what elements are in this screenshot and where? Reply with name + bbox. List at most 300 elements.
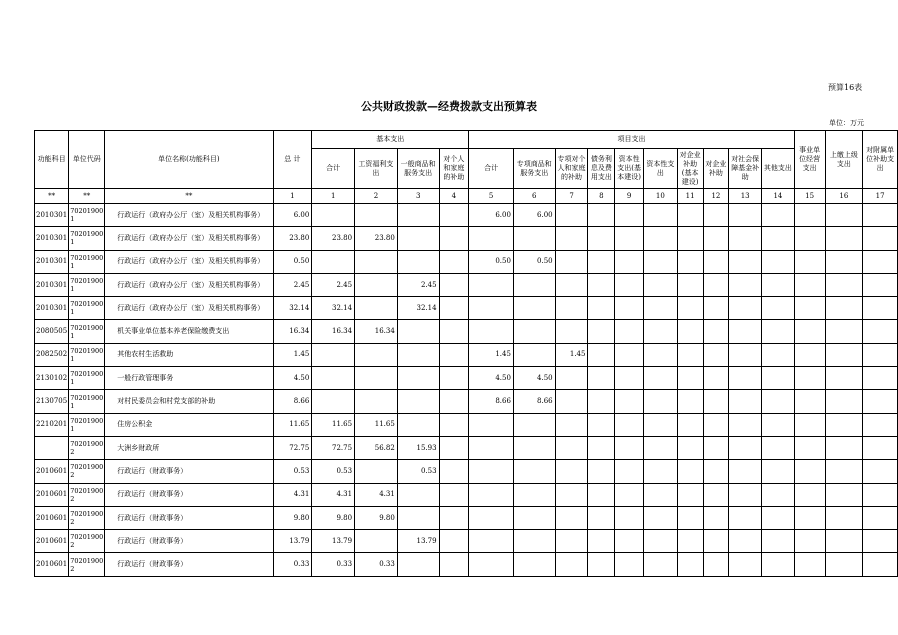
special-individuals-cell [555,320,588,343]
unit-code-main: 70201900 [70,230,104,239]
empty-cell [762,390,795,413]
empty-cell [588,390,615,413]
wages-cell [355,297,398,320]
wages-cell [355,460,398,483]
empty-cell [762,204,795,227]
to-individuals-cell [439,204,469,227]
empty-cell [677,250,703,273]
empty-cell [794,343,825,366]
wages-cell: 56.82 [355,436,398,459]
table-row [35,273,898,296]
empty-cell [703,553,729,576]
empty-cell [762,367,795,390]
project-total-cell [469,436,514,459]
empty-cell [615,343,644,366]
unit-code-main: 70201900 [70,300,104,309]
func-subject-cell: 2010601 [35,530,69,553]
empty-cell [615,530,644,553]
unit-code-cell [69,436,105,459]
empty-cell [825,227,863,250]
table-row [35,227,898,250]
unit-code-suffix: 2 [70,564,75,573]
to-individuals-cell [439,250,469,273]
empty-cell [863,227,898,250]
unit-code-main: 70201900 [70,207,104,216]
basic-total-cell: 11.65 [312,413,355,436]
empty-cell [588,436,615,459]
wages-cell [355,273,398,296]
project-total-cell [469,460,514,483]
marker-cell: 2 [355,189,398,204]
empty-cell [729,297,762,320]
project-total-cell [469,483,514,506]
table-row [35,250,898,273]
special-goods-cell [513,413,555,436]
empty-cell [703,320,729,343]
marker-cell: ** [105,189,273,204]
unit-code-main: 70201900 [70,253,104,262]
project-total-cell [469,530,514,553]
empty-cell [762,506,795,529]
basic-total-cell: 2.45 [312,273,355,296]
basic-total-cell: 4.31 [312,483,355,506]
special-individuals-cell [555,483,588,506]
total-cell: 9.80 [273,506,312,529]
marker-cell: 13 [729,189,762,204]
header-unit-name: 单位名称(功能科目) [105,131,273,189]
basic-total-cell: 9.80 [312,506,355,529]
to-individuals-cell [439,390,469,413]
empty-cell [677,227,703,250]
special-individuals-cell [555,273,588,296]
wages-cell [355,204,398,227]
marker-cell: 8 [588,189,615,204]
empty-cell [762,343,795,366]
empty-cell [677,460,703,483]
empty-cell [794,483,825,506]
empty-cell [588,227,615,250]
goods-cell [397,506,439,529]
empty-cell [825,460,863,483]
func-subject-cell [35,436,69,459]
empty-cell [615,390,644,413]
func-subject-cell: 2082502 [35,343,69,366]
empty-cell [703,204,729,227]
wages-cell: 0.33 [355,553,398,576]
total-cell: 23.80 [273,227,312,250]
empty-cell [863,460,898,483]
empty-cell [703,297,729,320]
unit-code-main: 70201900 [70,440,104,449]
unit-code-cell [69,553,105,576]
empty-cell [863,390,898,413]
marker-cell: 15 [794,189,825,204]
empty-cell [863,204,898,227]
empty-cell [825,297,863,320]
empty-cell [825,506,863,529]
empty-cell [615,367,644,390]
unit-name-cell: 机关事业单位基本养老保险缴费支出 [105,320,273,343]
empty-cell [825,343,863,366]
unit-code-cell [69,297,105,320]
empty-cell [615,273,644,296]
empty-cell [762,530,795,553]
empty-cell [615,483,644,506]
to-individuals-cell [439,297,469,320]
unit-name-cell: 行政运行（财政事务） [105,530,273,553]
unit-name-cell: 行政运行（财政事务） [105,506,273,529]
func-subject-cell: 2010601 [35,483,69,506]
unit-name-cell: 一般行政管理事务 [105,367,273,390]
header-operation: 事业单位经营支出 [794,131,825,189]
empty-cell [677,553,703,576]
empty-cell [825,320,863,343]
marker-cell: 1 [273,189,312,204]
empty-cell [762,320,795,343]
empty-cell [729,273,762,296]
to-individuals-cell [439,320,469,343]
marker-row [35,189,898,204]
header-basic-total: 合计 [312,149,355,189]
unit-code-cell [69,530,105,553]
special-goods-cell [513,460,555,483]
special-individuals-cell [555,460,588,483]
unit-code-main: 70201900 [70,277,104,286]
empty-cell [794,436,825,459]
empty-cell [863,506,898,529]
func-subject-cell: 2010301 [35,204,69,227]
empty-cell [644,413,678,436]
empty-cell [729,367,762,390]
unit-code-cell [69,367,105,390]
wages-cell [355,250,398,273]
empty-cell [703,413,729,436]
project-total-cell: 1.45 [469,343,514,366]
unit-code-suffix: 2 [70,471,75,480]
empty-cell [677,297,703,320]
total-cell: 0.50 [273,250,312,273]
marker-cell: 1 [312,189,355,204]
unit-code-suffix: 1 [70,261,75,270]
header-basic-group: 基本支出 [312,131,469,149]
empty-cell [794,367,825,390]
goods-cell: 15.93 [397,436,439,459]
empty-cell [644,483,678,506]
empty-cell [677,530,703,553]
total-cell: 0.33 [273,553,312,576]
empty-cell [703,343,729,366]
project-total-cell [469,413,514,436]
total-cell: 16.34 [273,320,312,343]
basic-total-cell: 72.75 [312,436,355,459]
empty-cell [794,273,825,296]
empty-cell [825,413,863,436]
special-individuals-cell [555,413,588,436]
goods-cell: 13.79 [397,530,439,553]
wages-cell [355,390,398,413]
unit-code-cell [69,460,105,483]
empty-cell [588,530,615,553]
empty-cell [615,506,644,529]
goods-cell [397,483,439,506]
header-goods: 一般商品和服务支出 [397,149,439,189]
wages-cell: 16.34 [355,320,398,343]
empty-cell [644,367,678,390]
table-row [35,506,898,529]
unit-code-suffix: 1 [70,215,75,224]
project-total-cell: 4.50 [469,367,514,390]
func-subject-cell: 2210201 [35,413,69,436]
special-goods-cell [513,227,555,250]
header-total: 总 计 [273,131,312,189]
empty-cell [644,530,678,553]
empty-cell [825,530,863,553]
empty-cell [762,483,795,506]
empty-cell [677,436,703,459]
empty-cell [729,227,762,250]
func-subject-cell: 2010601 [35,553,69,576]
special-individuals-cell [555,506,588,529]
empty-cell [644,390,678,413]
special-individuals-cell [555,390,588,413]
empty-cell [677,390,703,413]
to-individuals-cell [439,273,469,296]
table-row [35,367,898,390]
empty-cell [703,436,729,459]
table-row [35,390,898,413]
unit-code-suffix: 1 [70,308,75,317]
project-total-cell [469,273,514,296]
empty-cell [729,506,762,529]
header-to-affiliates: 对附属单位补助支出 [863,131,898,189]
empty-cell [863,530,898,553]
func-subject-cell: 2080505 [35,320,69,343]
special-goods-cell [513,483,555,506]
basic-total-cell: 0.33 [312,553,355,576]
empty-cell [703,367,729,390]
unit-code-cell [69,413,105,436]
to-individuals-cell [439,343,469,366]
empty-cell [762,250,795,273]
empty-cell [729,553,762,576]
special-individuals-cell [555,250,588,273]
marker-cell: 16 [825,189,863,204]
unit-code-main: 70201900 [70,486,104,495]
table-row [35,530,898,553]
unit-code-suffix: 2 [70,518,75,526]
unit-name-cell: 其他农村生活救助 [105,343,273,366]
empty-cell [863,413,898,436]
empty-cell [644,320,678,343]
goods-cell [397,227,439,250]
total-cell: 6.00 [273,204,312,227]
unit-name-cell: 行政运行（政府办公厅（室）及相关机构事务） [105,204,273,227]
unit-code-suffix: 1 [70,378,75,387]
empty-cell [615,460,644,483]
table-row [35,343,898,366]
empty-cell [825,483,863,506]
empty-cell [588,367,615,390]
empty-cell [825,367,863,390]
to-individuals-cell [439,506,469,529]
marker-cell: 12 [703,189,729,204]
empty-cell [588,204,615,227]
empty-cell [863,483,898,506]
total-cell: 72.75 [273,436,312,459]
project-total-cell [469,227,514,250]
empty-cell [729,530,762,553]
empty-cell [703,460,729,483]
empty-cell [644,460,678,483]
empty-cell [615,553,644,576]
empty-cell [677,367,703,390]
empty-cell [825,390,863,413]
empty-cell [644,436,678,459]
empty-cell [644,343,678,366]
header-to-individuals: 对个人和家庭的补助 [439,149,469,189]
goods-cell [397,413,439,436]
marker-cell: ** [69,189,105,204]
table-row [35,297,898,320]
empty-cell [588,320,615,343]
basic-total-cell: 23.80 [312,227,355,250]
empty-cell [588,506,615,529]
header-capital: 资本性支出 [644,149,678,189]
wages-cell: 9.80 [355,506,398,529]
empty-cell [677,483,703,506]
project-total-cell [469,297,514,320]
empty-cell [615,227,644,250]
total-cell: 4.31 [273,483,312,506]
special-individuals-cell [555,530,588,553]
header-proj-total: 合计 [469,149,514,189]
unit-code-suffix: 2 [70,541,75,550]
marker-cell: 7 [555,189,588,204]
func-subject-cell: 2130102 [35,367,69,390]
form-number: 预算16表 [828,83,863,92]
total-cell: 1.45 [273,343,312,366]
empty-cell [729,390,762,413]
marker-cell: 5 [469,189,514,204]
empty-cell [588,343,615,366]
empty-cell [825,553,863,576]
goods-cell [397,320,439,343]
empty-cell [588,553,615,576]
empty-cell [794,204,825,227]
marker-cell: 9 [615,189,644,204]
project-total-cell: 6.00 [469,204,514,227]
goods-cell [397,204,439,227]
empty-cell [825,250,863,273]
empty-cell [729,250,762,273]
special-individuals-cell: 1.45 [555,343,588,366]
unit-code-suffix: 2 [70,494,75,503]
to-individuals-cell [439,530,469,553]
unit-code-cell [69,227,105,250]
unit-name-cell: 行政运行（财政事务） [105,483,273,506]
unit-code-cell [69,390,105,413]
empty-cell [703,273,729,296]
unit-code-main: 70201900 [70,323,104,332]
empty-cell [615,320,644,343]
empty-cell [703,483,729,506]
unit-name-cell: 大洲乡财政所 [105,436,273,459]
empty-cell [729,483,762,506]
table-row [35,413,898,436]
empty-cell [863,367,898,390]
empty-cell [677,506,703,529]
header-social-insurance: 对社会保障基金补助 [729,149,762,189]
marker-cell: 14 [762,189,795,204]
basic-total-cell: 13.79 [312,530,355,553]
marker-cell: ** [35,189,69,204]
empty-cell [794,227,825,250]
unit-code-suffix: 1 [70,401,75,410]
to-individuals-cell [439,436,469,459]
unit-code-main: 70201900 [70,346,104,355]
total-cell: 11.65 [273,413,312,436]
unit-code-suffix: 1 [70,331,75,340]
unit-code-main: 70201900 [70,393,104,402]
empty-cell [762,273,795,296]
empty-cell [644,250,678,273]
unit-code-main: 70201900 [70,510,104,518]
func-subject-cell: 2010301 [35,250,69,273]
header-debt-interest: 债务利息及费用支出 [588,149,615,189]
table-row [35,483,898,506]
wages-cell [355,530,398,553]
empty-cell [762,460,795,483]
total-cell: 2.45 [273,273,312,296]
unit-name-cell: 行政运行（财政事务） [105,460,273,483]
basic-total-cell [312,250,355,273]
empty-cell [588,483,615,506]
empty-cell [863,343,898,366]
unit-name-cell: 对村民委员会和村党支部的补助 [105,390,273,413]
total-cell: 13.79 [273,530,312,553]
project-total-cell: 8.66 [469,390,514,413]
func-subject-cell: 2010301 [35,227,69,250]
marker-cell: 6 [513,189,555,204]
empty-cell [825,436,863,459]
total-cell: 32.14 [273,297,312,320]
basic-total-cell [312,343,355,366]
unit-name-cell: 行政运行（政府办公厅（室）及相关机构事务） [105,250,273,273]
header-project-group: 项目支出 [469,131,794,149]
special-goods-cell [513,436,555,459]
func-subject-cell: 2010301 [35,273,69,296]
project-total-cell [469,320,514,343]
unit-code-cell [69,320,105,343]
func-subject-cell: 2010601 [35,460,69,483]
header-wages: 工资福利支出 [355,149,398,189]
empty-cell [863,273,898,296]
empty-cell [762,227,795,250]
special-individuals-cell [555,227,588,250]
empty-cell [644,227,678,250]
empty-cell [794,297,825,320]
empty-cell [615,436,644,459]
empty-cell [794,530,825,553]
special-goods-cell [513,273,555,296]
empty-cell [762,553,795,576]
unit-name-cell: 行政运行（政府办公厅（室）及相关机构事务） [105,297,273,320]
special-goods-cell [513,343,555,366]
empty-cell [794,320,825,343]
empty-cell [644,297,678,320]
empty-cell [703,390,729,413]
unit-code-main: 70201900 [70,463,104,472]
